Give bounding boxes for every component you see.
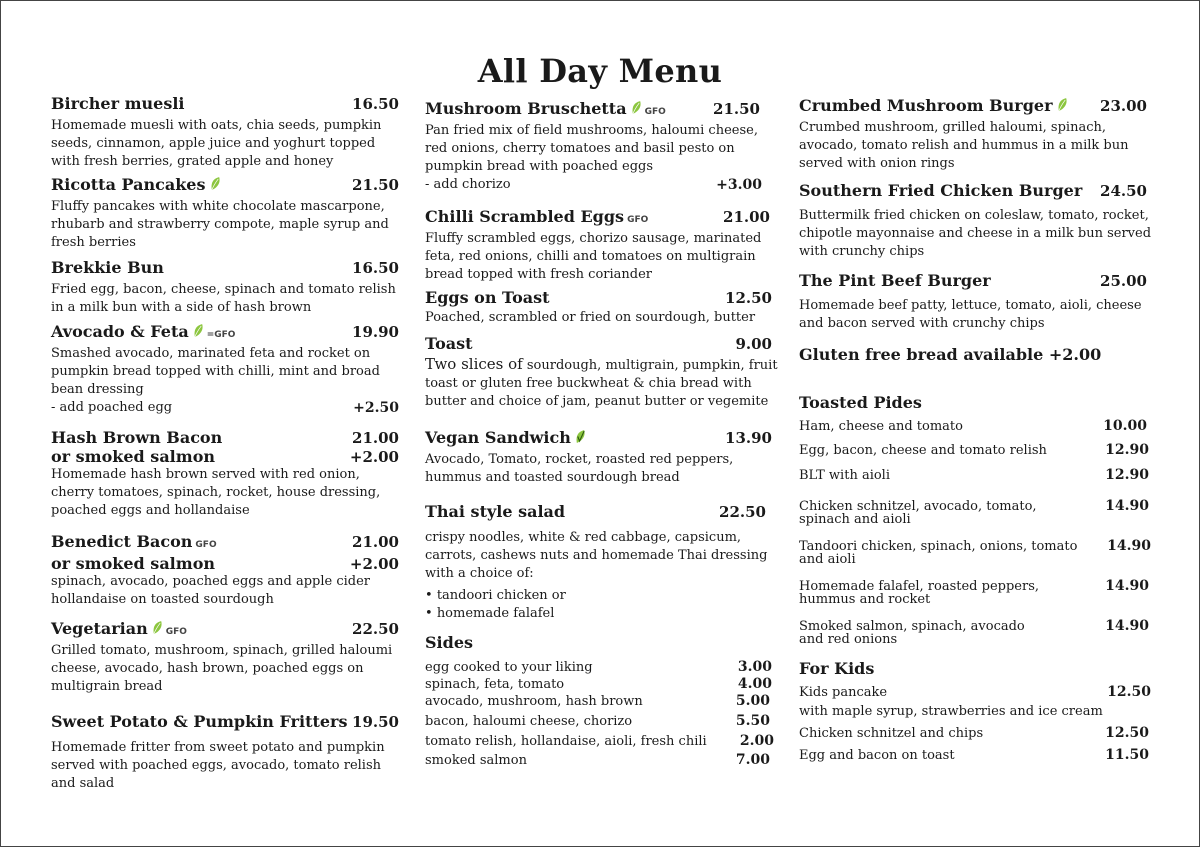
item-price: 13.90 bbox=[725, 429, 772, 447]
item-description: spinach, avocado, poached eggs and apple cider hollandaise on toasted sourdough bbox=[51, 574, 371, 607]
menu-item-hash-brown-bacon bbox=[51, 428, 399, 532]
item-description: Buttermilk fried chicken on coleslaw, tomato, rocket, chipotle mayonnaise and cheese in a milk bun served with crunchy chips bbox=[799, 208, 1152, 259]
item-price: 16.50 bbox=[352, 259, 399, 277]
item-name: The Pint Beef Burger bbox=[799, 271, 991, 290]
gfo-tag: GFO bbox=[195, 540, 217, 550]
toasted-pides-heading: Toasted Pides bbox=[799, 393, 922, 412]
item-price: 16.50 bbox=[352, 95, 399, 113]
kids-item: Chicken schnitzel and chips 12.50 bbox=[799, 725, 1149, 741]
menu-title: All Day Menu bbox=[477, 52, 723, 90]
menu-item-vegan-sandwich bbox=[425, 428, 780, 502]
item-name: Bircher muesli bbox=[51, 94, 185, 113]
menu-item-benedict-bacon bbox=[51, 532, 399, 619]
toasted-pides-section bbox=[799, 393, 1159, 659]
item-price: 22.50 bbox=[352, 620, 399, 638]
item-name: Crumbed Mushroom Burger bbox=[799, 96, 1053, 115]
item-option-price: +2.00 bbox=[349, 448, 399, 466]
item-name: Avocado & Feta bbox=[51, 322, 189, 341]
addon-label: - add poached egg bbox=[51, 400, 173, 415]
menu-item-southern-fried-chicken-burger bbox=[799, 181, 1159, 271]
item-price: 9.00 bbox=[735, 335, 772, 353]
item-price: 21.00 bbox=[723, 208, 770, 226]
item-name: Hash Brown Bacon bbox=[51, 428, 223, 447]
item-price: 23.00 bbox=[1100, 97, 1147, 115]
menu-item-crumbed-mushroom-burger bbox=[799, 96, 1159, 181]
menu-item-toast bbox=[425, 334, 780, 428]
item-description: Avocado, Tomato, rocket, roasted red peppers, hummus and toasted sourdough bread bbox=[425, 452, 734, 485]
item-name: Chilli Scrambled Eggs bbox=[425, 207, 625, 226]
addon-price: +3.00 bbox=[716, 177, 762, 193]
menu-item-bircher-muesli bbox=[51, 94, 399, 175]
item-name: Brekkie Bun bbox=[51, 258, 164, 277]
item-option-name: or smoked salmon bbox=[51, 447, 215, 466]
item-description: sourdough, multigrain, pumpkin, fruit toast or gluten free buckwheat & chia bread with butter and choice of jam, peanut butter or vegemite bbox=[425, 358, 778, 409]
for-kids-heading: For Kids bbox=[799, 659, 875, 678]
leaf-icon bbox=[210, 176, 221, 191]
menu-item-thai-style-salad bbox=[425, 502, 780, 633]
item-price: 19.50 bbox=[352, 713, 399, 731]
leaf-icon bbox=[631, 100, 642, 115]
addon-price: +2.50 bbox=[353, 400, 399, 416]
menu-item-ricotta-pancakes bbox=[51, 175, 399, 258]
pide-item: Homemade falafel, roasted peppers, hummus and rocket 14.90 bbox=[799, 578, 1149, 607]
menu-item-sweet-potato-fritters bbox=[51, 712, 399, 793]
item-price: 25.00 bbox=[1100, 272, 1147, 290]
item-description: Fluffy pancakes with white chocolate mascarpone, rhubarb and strawberry compote, maple syrup and fresh berries bbox=[51, 199, 389, 250]
item-price: 21.00 bbox=[352, 533, 399, 551]
item-description: Smashed avocado, marinated feta and rocket on pumpkin bread topped with chilli, mint and broad bean dressing bbox=[51, 346, 380, 397]
kids-item: Egg and bacon on toast 11.50 bbox=[799, 747, 1149, 763]
item-description-lead: Two slices of bbox=[425, 355, 523, 373]
thai-salad-options bbox=[425, 587, 780, 623]
vegan-check-icon bbox=[575, 429, 586, 444]
kids-item: Kids pancake 12.50 bbox=[799, 684, 1151, 700]
leaf-icon bbox=[1057, 97, 1068, 112]
item-name: Eggs on Toast bbox=[425, 288, 550, 307]
item-description: Fluffy scrambled eggs, chorizo sausage, marinated feta, red onions, chilli and tomatoes on multigrain bread topped with fresh coriander bbox=[425, 231, 762, 282]
menu-column-3 bbox=[799, 96, 1159, 767]
item-description: Homemade muesli with oats, chia seeds, pumpkin seeds, cinnamon, apple juice and yoghurt topped with fresh berries, grated apple and honey bbox=[51, 118, 382, 169]
side-item: smoked salmon 7.00 bbox=[425, 752, 770, 768]
addon-label: - add chorizo bbox=[425, 177, 511, 192]
gfo-tag: GFO bbox=[165, 627, 187, 637]
menu-item-mushroom-bruschetta bbox=[425, 99, 780, 207]
item-name: Vegetarian bbox=[51, 619, 148, 638]
pide-item: Egg, bacon, cheese and tomato relish 12.90 bbox=[799, 442, 1149, 458]
item-name: Southern Fried Chicken Burger bbox=[799, 181, 1083, 200]
leaf-icon bbox=[152, 620, 163, 635]
item-price: 19.90 bbox=[352, 323, 399, 341]
item-description: Grilled tomato, mushroom, spinach, grilled haloumi cheese, avocado, hash brown, poached eggs on multigrain bread bbox=[51, 643, 393, 694]
item-description: Crumbed mushroom, grilled haloumi, spinach, avocado, tomato relish and hummus in a milk bun served with onion rings bbox=[799, 120, 1129, 171]
item-price: 24.50 bbox=[1100, 182, 1147, 200]
option-item: • tandoori chicken or bbox=[425, 588, 566, 603]
item-name: Vegan Sandwich bbox=[425, 428, 571, 447]
menu-item-brekkie-bun bbox=[51, 258, 399, 322]
item-price: 12.50 bbox=[725, 289, 772, 307]
item-price: 21.50 bbox=[352, 176, 399, 194]
side-item: spinach, feta, tomato 4.00 bbox=[425, 676, 772, 692]
side-item: egg cooked to your liking 3.00 bbox=[425, 659, 772, 675]
sides-section bbox=[425, 633, 780, 771]
item-description: Poached, scrambled or fried on sourdough, butter bbox=[425, 310, 756, 325]
sides-heading: Sides bbox=[425, 633, 474, 652]
item-price: 21.00 bbox=[352, 429, 399, 447]
kids-item-description: with maple syrup, strawberries and ice cream bbox=[799, 704, 1103, 719]
pide-item: Chicken schnitzel, avocado, tomato, spinach and aioli 14.90 bbox=[799, 498, 1149, 527]
gfo-tag: =GFO bbox=[206, 330, 236, 340]
side-item: avocado, mushroom, hash brown 5.00 bbox=[425, 693, 770, 709]
menu-item-vegetarian bbox=[51, 619, 399, 712]
item-description: Homemade fritter from sweet potato and pumpkin served with poached eggs, avocado, tomato relish and salad bbox=[51, 740, 385, 791]
pide-item: Ham, cheese and tomato 10.00 bbox=[799, 418, 1147, 434]
gfo-tag: GFO bbox=[644, 107, 666, 117]
item-price: 21.50 bbox=[713, 100, 760, 118]
item-description: Fried egg, bacon, cheese, spinach and tomato relish in a milk bun with a side of hash brown bbox=[51, 282, 396, 315]
item-option-name: or smoked salmon bbox=[51, 554, 215, 573]
gfo-tag: GFO bbox=[627, 215, 649, 225]
side-item: bacon, haloumi cheese, chorizo 5.50 bbox=[425, 713, 770, 729]
pide-item: Smoked salmon, spinach, avocado and red onions 14.90 bbox=[799, 618, 1149, 647]
menu-item-avocado-feta bbox=[51, 322, 399, 428]
item-name: Sweet Potato & Pumpkin Fritters bbox=[51, 712, 348, 731]
gluten-free-note: Gluten free bread available +2.00 bbox=[799, 345, 1102, 364]
item-name: Thai style salad bbox=[425, 502, 566, 521]
item-name: Ricotta Pancakes bbox=[51, 175, 206, 194]
item-option-price: +2.00 bbox=[349, 555, 399, 573]
item-name: Benedict Bacon bbox=[51, 532, 193, 551]
pide-item: Tandoori chicken, spinach, onions, tomato and aioli 14.90 bbox=[799, 538, 1151, 567]
item-description: Homemade hash brown served with red onion, cherry tomatoes, spinach, rocket, house dressing, poached eggs and hollandaise bbox=[51, 467, 381, 518]
menu-item-eggs-on-toast bbox=[425, 288, 780, 334]
item-description: Pan fried mix of field mushrooms, haloumi cheese, red onions, cherry tomatoes and basil pesto on pumpkin bread with poached eggs bbox=[425, 123, 758, 174]
side-item: tomato relish, hollandaise, aioli, fresh chili 2.00 bbox=[425, 733, 774, 749]
item-name: Mushroom Bruschetta bbox=[425, 99, 627, 118]
for-kids-section bbox=[799, 659, 1159, 767]
menu-item-chilli-scrambled-eggs bbox=[425, 207, 780, 288]
item-description: Homemade beef patty, lettuce, tomato, aioli, cheese and bacon served with crunchy chips bbox=[799, 298, 1142, 331]
item-name: Toast bbox=[425, 334, 473, 353]
item-price: 22.50 bbox=[719, 503, 766, 521]
item-description: crispy noodles, white & red cabbage, capsicum, carrots, cashews nuts and homemade Thai dressing with a choice of: bbox=[425, 530, 768, 581]
leaf-icon bbox=[193, 323, 204, 338]
pide-item: BLT with aioli 12.90 bbox=[799, 467, 1149, 483]
option-item: • homemade falafel bbox=[425, 606, 555, 621]
menu-column-2 bbox=[425, 99, 780, 771]
menu-column-1 bbox=[51, 94, 399, 793]
menu-item-pint-beef-burger bbox=[799, 271, 1159, 345]
